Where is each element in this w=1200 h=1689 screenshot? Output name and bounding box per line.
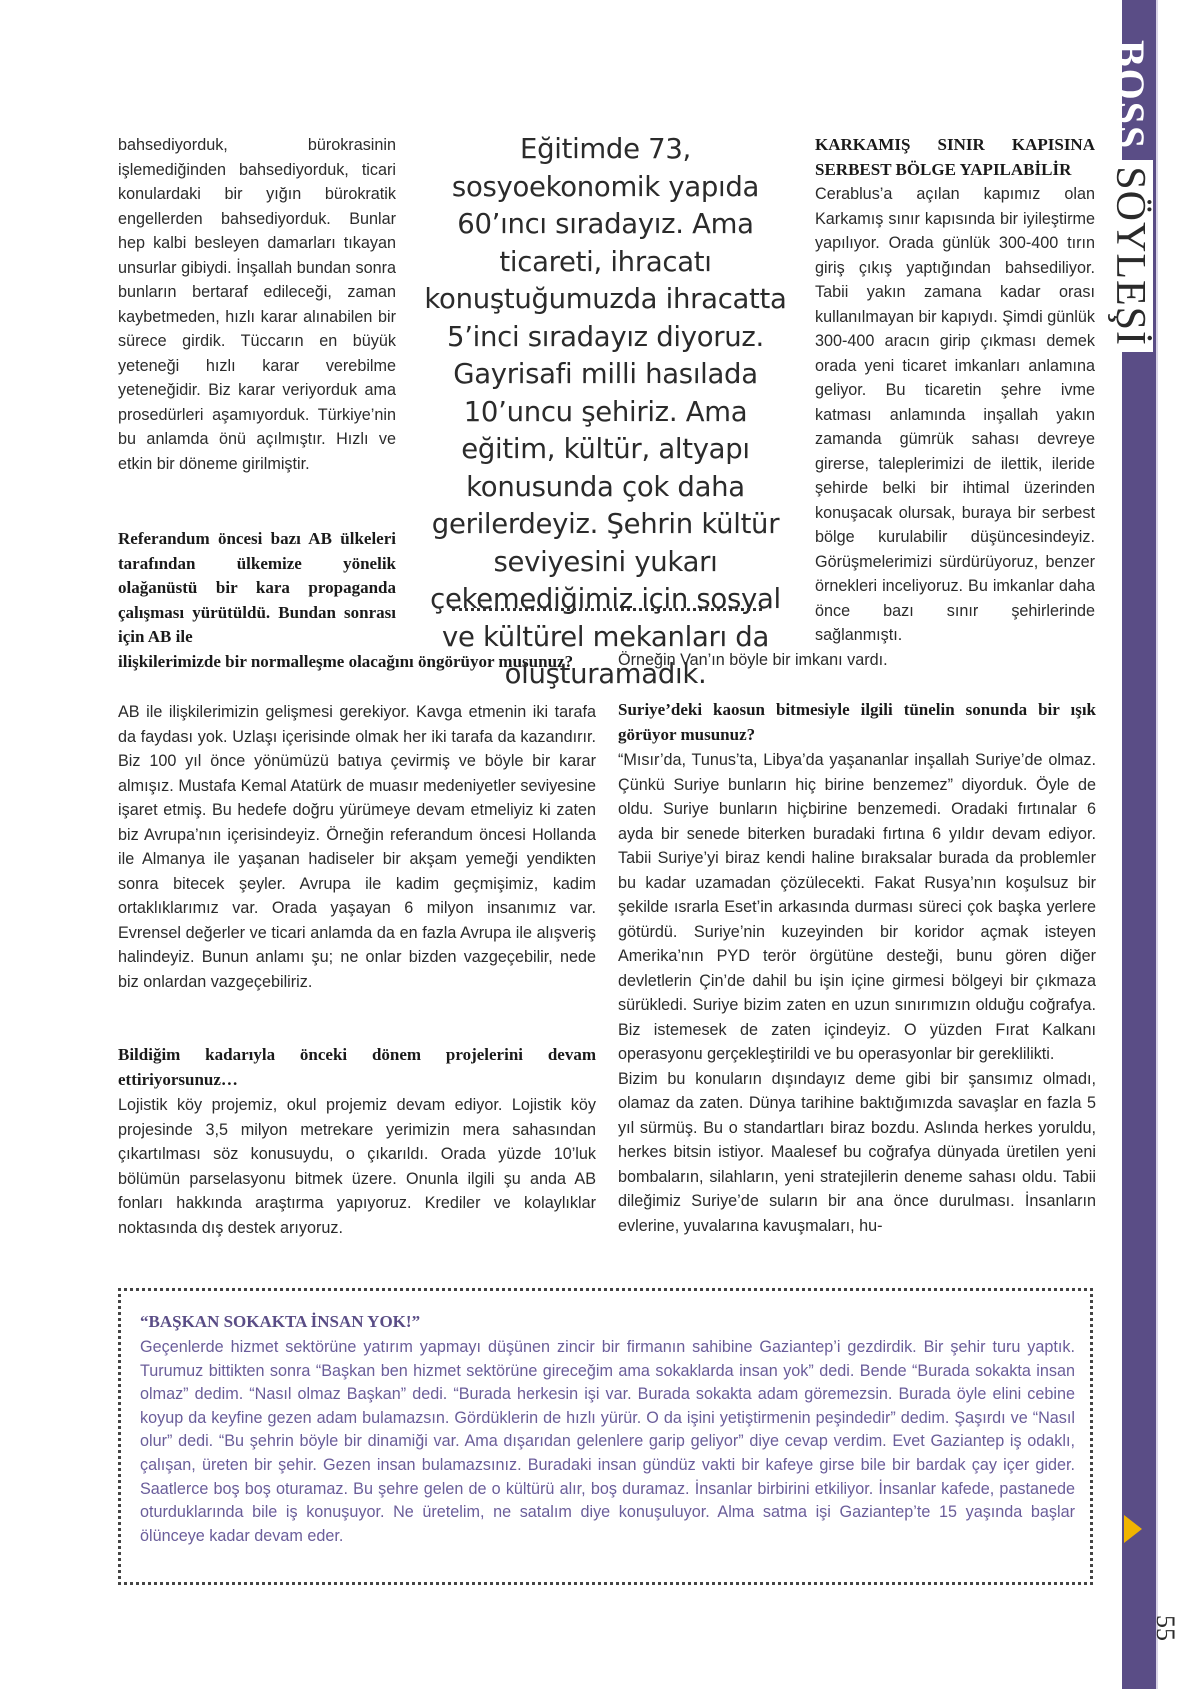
question-1-continuation: ilişkilerimizde bir normalleşme olacağını öngörüyor musunuz? — [118, 652, 574, 671]
question-3: Suriye’deki kaosun bitmesiyle ilgili tünelin sonunda bir ışık görüyor musunuz? — [618, 700, 1096, 744]
question-2: Bildiğim kadarıyla önceki dönem projelerini devam ettiriyorsunuz… — [118, 1045, 596, 1089]
sub-heading: KARKAMIŞ SINIR KAPISINA SERBEST BÖLGE YAPILABİLİR — [815, 135, 1095, 179]
section-label — [1094, 40, 1154, 600]
paragraph: bahsediyorduk, bürokrasinin işlemediğinden bahsediyorduk, ticari konulardaki bir yığın bürokratik engellerden bahsediyorduk. Bunlar hep kalbi besleyen damarları tıkayan unsurlar gibiydi. İnşallah bundan sonra bunların bertaraf edileceği, zaman kaybetmeden, hızlı karar alınabilen bir sürece girdik. Tüccarın en büyük yeteneği hızlı karar verebilme yeteneğidir. Biz karar veriyorduk ama prosedürleri aşamıyorduk. Türkiye’nin bu anlamda önü açılmıştır. Hızlı ve etkin bir döneme girilmiştir. — [118, 136, 396, 473]
answer-2: Lojistik köy projemiz, okul projemiz devam ediyor. Lojistik köy projesinde 3,5 milyon metrekare yerimizin mera sahasından çıkartılması söz konusuydu, o çıkarıldı. Orada yüzde 10’luk bölümün parselasyonu bitmek üzere. Onunla ilgili şu anda AB fonları hakkında araştırma yapıyoruz. Krediler ve kolaylıklar noktasında dış destek arıyoruz. — [118, 1096, 596, 1237]
question-1-part: Referandum öncesi bazı AB ülkeleri tarafından ülkemize yönelik olağanüstü bir kara propaganda çalışması yürütüldü. Bundan sonrası için AB ile — [118, 529, 396, 646]
section-name: SÖYLEŞİ — [1107, 160, 1153, 352]
box-text: Geçenlerde hizmet sektörüne yatırım yapmayı düşünen zincir bir firmanın sahibine Gaziantep’i gezdirdik. Bir şehir turu yaptık. Turumuz bittikten sonra “Başkan ben hizmet sektörüne gireceğim ama sokaklarda insan yok” dedi. Bende “Burada sokakta insan olmaz” dedim. “Nasıl olmaz Başkan” dedi. “Burada herkesin işi var. Burada sokakta adam göremezsin. Burada öyle elini cebine koyup da keyfine gezen adam bulamazsın. Gördüklerin de hızlı yürür. O da işini yetiştirmenin peşindedir” dedim. Şaşırdı ve “Nasıl olur” dedi. “Bu şehrin böyle bir dinamiği var. Ama dışarıdan gelenlere garip geliyor” diye cevap verdim. Evet Gaziantep iş odaklı, çalışan, üreten bir şehir. Gezen insan bulamazsınız. Buradaki insan gündüz vakti bir kafeye girse bile bir bardak çay içer gider. Saatlerce boş boş oturamaz. Bu şehre gelen de o kültürü alır, boş duramaz. İnsanlar birbirini etkiliyor. İnsanlar kafede, pastanede oturduklarında bile iş konuşuyor. Ne üretelim, ne satalım diye konuşuluyor. Alma satma işi Gaziantep’te 15 yaşında başlar ölünceye kadar devam eder. — [140, 1338, 1075, 1545]
sub-heading-body: Cerablus’a açılan kapımız olan Karkamış sınır kapısında bir iyileştirme yapılıyor. Orada günlük 300-400 tırın giriş çıkış yaptığından bahsediliyor. Tabii yakın zamana kadar orası kullanılmayan bir kapıydı. Şimdi günlük 300-400 aracın girip çıkması demek orada yeni ticaret imkanları anlamına geliyor. Bu ticaretin şehre ivme katması anlamında inşallah yakın zamanda gümrük sahası devreye girerse, taleplerimizi de ilettik, ileride şehirde belki bir ihtimal üzerinden konuşacak olursak, buraya bir serbest bölge kurulabilir düşüncesindeyiz. Görüşmelerimizi sürdürüyoruz, benzer örnekleri inceliyoruz. Bu imkanlar daha önce bazı sınır şehirlerinde sağlanmıştı. — [815, 185, 1095, 644]
page-number: 55 — [1151, 1615, 1180, 1641]
box-title: “BAŞKAN SOKAKTA İNSAN YOK!” — [140, 1312, 421, 1331]
magazine-brand: BOSS — [1108, 40, 1153, 151]
paragraph: “Mısır’da, Tunus’ta, Libya’da yaşananlar inşallah Suriye’de olmaz. Çünkü Suriye bunların hiç birine benzemez” diyorduk. Öyle de oldu. Suriye bunların hiçbirine benzemedi. Oradaki fırtınalar 6 ayda bir senede biterken buradaki fırtına 6 yıldır devam ediyor. Tabii Suriye’yi biraz kendi haline bıraksalar burada da problemler bu kadar uzamadan çözülecekti. Fakat Rusya’nın koşulsuz bir şekilde ısrarla Eset’in arkasında durması süreci çok başka yerlere götürdü. Suriye’nin kuzeyinden bir koridor açmak isteyen Amerika’nın PYD terör örgütüne desteği, bunu gören diğer devletlerin Çin’de dahil bu işin içine girmesi bölgeyi bir çıkmaza sürükledi. Suriye bizim zaten en uzun sınırımızın olduğu coğrafya. Biz istemesek de zaten içindeyiz. O yüzden Fırat Kalkanı operasyonu gerçekleştirildi ve bu operasyonlar bir gereklilikti. — [618, 751, 1096, 1063]
pull-quote-divider — [452, 608, 762, 611]
continuation-line: Örneğin Van’ın böyle bir imkanı vardı. — [618, 651, 888, 669]
pull-quote: Eğitimde 73, sosyoekonomik yapıda 60’ıncı sıradayız. Ama ticareti, ihracatı konuştuğumuzda ihracatta 5’inci sıradayız diyoruz. Gayrisafi milli hasılada 10’uncu şehiriz. Ama eğitim, kültür, altyapı konusunda çok daha gerilerdeyiz. Şehrin kültür seviyesini yukarı çekemediğimiz için sosyal ve kültürel mekanları da oluşturamadık. — [424, 133, 787, 690]
paragraph: Bizim bu konuların dışındayız deme gibi bir şansımız olmadı, olamaz da zaten. Dünya tarihine baktığımızda savaşlar en fazla 5 yıl sürmüş. Bu o standartları biraz bozdu. Aslında herkes yoruldu, herkes bitsin istiyor. Maalesef bu coğrafya dünyada üretilen yeni bombaların, silahların, yeni stratejilerin deneme sahası oldu. Tabii dileğimiz Suriye’de suların bir ana önce durulması. İnsanların evlerine, yuvalarına kavuşmaları, hu- — [618, 1069, 1096, 1235]
left-column-text — [118, 133, 396, 476]
arrow-right-icon — [1124, 1515, 1142, 1543]
answer-3 — [618, 748, 1096, 1238]
answer-1: AB ile ilişkilerimizin gelişmesi gerekiyor. Kavga etmenin iki tarafa da faydası yok. Uzlaşı içerisinde olmak her iki tarafa da kazandırır. Biz 100 yıl önce yönümüzü batıya çevirmiş ve böyle bir karar almışız. Mustafa Kemal Atatürk de muasır medeniyetler seviyesine işaret etmiş. Bu hedefe doğru yürümeye devam etmeliyiz ki zaten biz Avrupa’nın içerisindeyiz. Örneğin referandum öncesi Hollanda ile Almanya ile yaşanan hadiseler bir akşam yemeği yendikten sonra bitecek şeyler. Avrupa ile kadim geçmişimiz, kadim ortaklıklarımız var. Orada yaşayan 6 milyon insanımız var. Evrensel değerler ve ticari anlamda da en fazla Avrupa ile alışveriş halindeyiz. Bunun anlamı şu; ne onlar bizden vazgeçebilir, nede biz onlardan vazgeçebiliriz. — [118, 703, 596, 991]
sidebar-divider — [1156, 0, 1158, 1689]
